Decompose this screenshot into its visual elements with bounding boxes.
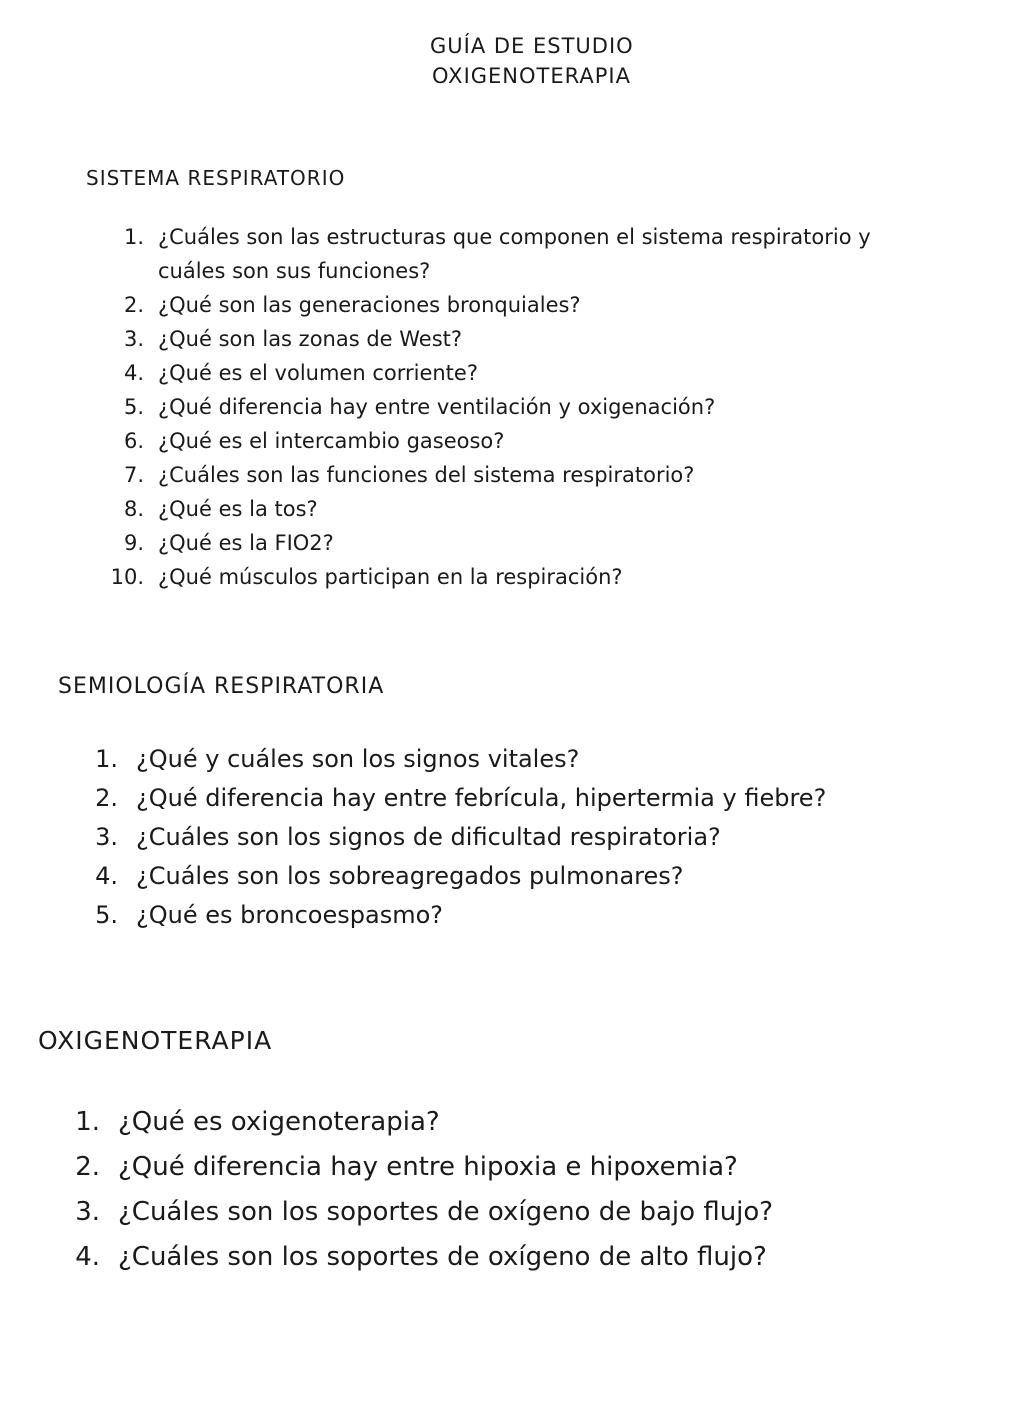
- question-text: ¿Qué es oxigenoterapia?: [118, 1107, 440, 1137]
- item-number: 1.: [95, 745, 118, 773]
- item-number: 4.: [95, 862, 118, 890]
- list-item: [88, 779, 826, 818]
- question-text: ¿Qué es la tos?: [158, 497, 318, 521]
- section-heading-sistema-respiratorio: SISTEMA RESPIRATORIO: [86, 166, 346, 190]
- question-list-sistema-respiratorio: [108, 220, 871, 594]
- list-item: [108, 424, 871, 458]
- question-text: ¿Cuáles son las funciones del sistema respiratorio?: [158, 463, 695, 487]
- question-text: ¿Qué diferencia hay entre febrícula, hipertermia y fiebre?: [136, 784, 827, 812]
- item-number: 9.: [123, 531, 144, 555]
- list-item: [88, 896, 826, 935]
- document-title-line-2: OXIGENOTERAPIA: [432, 64, 631, 88]
- question-text: ¿Qué y cuáles son los signos vitales?: [136, 745, 580, 773]
- section-heading-semiologia-respiratoria: SEMIOLOGÍA RESPIRATORIA: [58, 674, 385, 699]
- question-list-oxigenoterapia: [70, 1100, 773, 1280]
- item-number: 3.: [123, 327, 144, 351]
- list-item: [108, 390, 871, 424]
- question-text: ¿Cuáles son los sobreagregados pulmonares?: [136, 862, 684, 890]
- list-item: [108, 220, 871, 288]
- item-number: 7.: [123, 463, 144, 487]
- list-item: [88, 857, 826, 896]
- list-item: [108, 526, 871, 560]
- document-title-line-1: GUÍA DE ESTUDIO: [430, 34, 634, 58]
- item-number: 3.: [75, 1197, 100, 1227]
- item-number: 8.: [123, 497, 144, 521]
- question-text: ¿Cuáles son los soportes de oxígeno de alto flujo?: [118, 1242, 767, 1272]
- item-number: 2.: [75, 1152, 100, 1182]
- list-item: [70, 1235, 773, 1280]
- item-number: 3.: [95, 823, 118, 851]
- list-item: [108, 458, 871, 492]
- list-item: [108, 356, 871, 390]
- item-number: 6.: [123, 429, 144, 453]
- item-number: 1.: [75, 1107, 100, 1137]
- item-number: 10.: [110, 565, 144, 589]
- list-item: [108, 288, 871, 322]
- item-number: 5.: [95, 901, 118, 929]
- question-text: ¿Cuáles son los soportes de oxígeno de bajo flujo?: [118, 1197, 774, 1227]
- question-text: ¿Cuáles son los signos de dificultad respiratoria?: [136, 823, 721, 851]
- list-item: [70, 1145, 773, 1190]
- list-item: [70, 1190, 773, 1235]
- item-number: 4.: [123, 361, 144, 385]
- item-number: 2.: [95, 784, 118, 812]
- question-text: ¿Qué diferencia hay entre ventilación y oxigenación?: [158, 395, 716, 419]
- question-list-semiologia-respiratoria: [88, 740, 826, 935]
- item-number: 4.: [75, 1242, 100, 1272]
- list-item: [108, 560, 871, 594]
- item-number: 1.: [123, 225, 144, 249]
- list-item: [108, 492, 871, 526]
- question-text: ¿Qué son las zonas de West?: [158, 327, 463, 351]
- section-heading-oxigenoterapia: OXIGENOTERAPIA: [38, 1026, 273, 1055]
- question-text: ¿Qué diferencia hay entre hipoxia e hipoxemia?: [118, 1152, 738, 1182]
- list-item: [88, 818, 826, 857]
- question-text: ¿Qué es broncoespasmo?: [136, 901, 443, 929]
- question-text: ¿Qué es la FIO2?: [158, 531, 334, 555]
- list-item: [70, 1100, 773, 1145]
- question-text: ¿Cuáles son las estructuras que componen el sistema respiratorio y: [158, 225, 871, 249]
- list-item: [88, 740, 826, 779]
- item-number: 2.: [123, 293, 144, 317]
- question-text-continued: cuáles son sus funciones?: [158, 259, 431, 283]
- list-item: [108, 322, 871, 356]
- question-text: ¿Qué son las generaciones bronquiales?: [158, 293, 581, 317]
- item-number: 5.: [123, 395, 144, 419]
- question-text: ¿Qué músculos participan en la respiración?: [158, 565, 623, 589]
- question-text: ¿Qué es el volumen corriente?: [158, 361, 478, 385]
- question-text: ¿Qué es el intercambio gaseoso?: [158, 429, 505, 453]
